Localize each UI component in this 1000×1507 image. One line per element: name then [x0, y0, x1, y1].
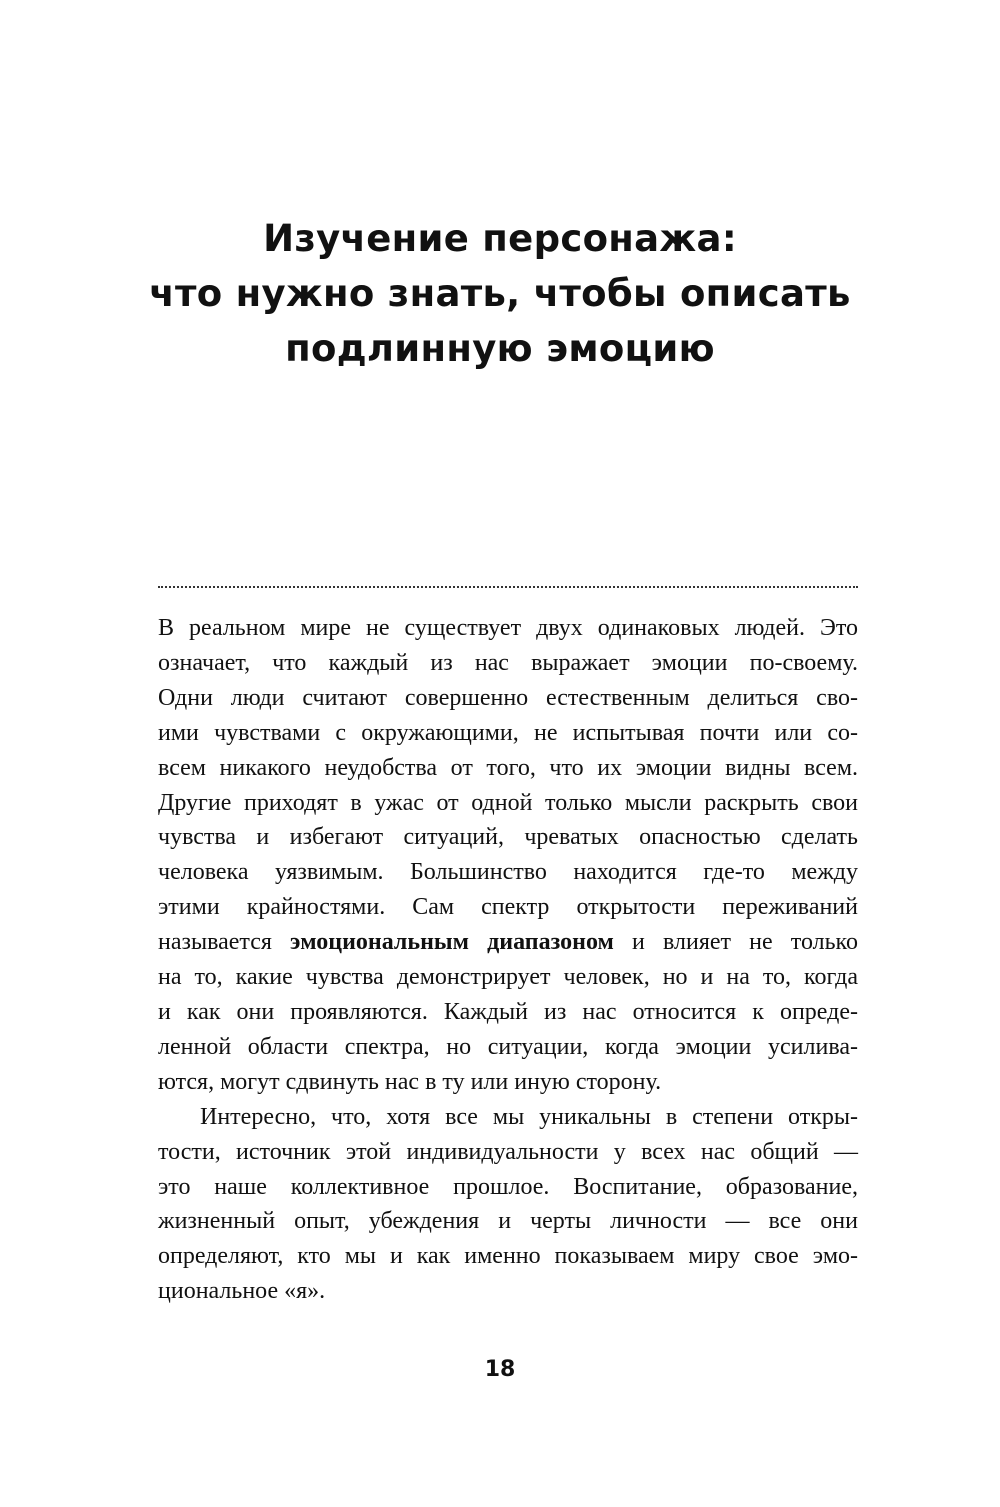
text-line: Одни люди считают совершенно естественным делиться сво- — [158, 684, 858, 711]
text-line: и как они проявляются. Каждый из нас относится к опреде- — [158, 998, 858, 1025]
text-line: всем никакого неудобства от того, что их эмоции видны всем. — [158, 754, 858, 781]
dotted-divider — [158, 586, 858, 588]
body-text — [158, 611, 858, 1309]
chapter-title-line-1: Изучение персонажа: — [263, 216, 737, 260]
chapter-title — [100, 211, 900, 376]
text-line: означает, что каждый из нас выражает эмоции по-своему. — [158, 649, 858, 676]
text-line-with-term — [158, 925, 858, 960]
paragraph-2 — [158, 1100, 858, 1309]
page-number: 18 — [484, 1357, 516, 1382]
text-line: это наше коллективное прошлое. Воспитание, образование, — [158, 1173, 858, 1200]
text-line: ленной области спектра, но ситуации, когда эмоции усилива- — [158, 1033, 858, 1060]
text-line: ими чувствами с окружающими, не испытывая почти или со- — [158, 719, 858, 746]
text-line: циональное «я». — [158, 1278, 326, 1305]
key-term: эмоциональным диапазоном — [290, 929, 614, 956]
text-line: человека уязвимым. Большинство находится где-то между — [158, 859, 858, 886]
text-line: жизненный опыт, убеждения и черты личности — все они — [158, 1208, 858, 1235]
text-line: В реальном мире не существует двух одинаковых людей. Это — [158, 615, 858, 641]
chapter-title-line-3: подлинную эмоцию — [285, 326, 715, 370]
text-line: ются, могут сдвинуть нас в ту или иную сторону. — [158, 1068, 662, 1095]
text-line: определяют, кто мы и как именно показываем миру свое эмо- — [158, 1243, 858, 1270]
paragraph-1 — [158, 611, 858, 1100]
chapter-title-line-2: что нужно знать, чтобы описать — [149, 271, 851, 315]
text-line: на то, какие чувства демонстрирует человек, но и на то, когда — [158, 964, 858, 991]
text-line: Интересно, что, хотя все мы уникальны в степени откры- — [200, 1103, 858, 1130]
text-line: Другие приходят в ужас от одной только мысли раскрыть свои — [158, 789, 858, 816]
text-fragment: и влияет не только — [613, 929, 858, 956]
text-line: этими крайностями. Сам спектр открытости переживаний — [158, 894, 858, 921]
text-fragment: называется — [158, 929, 291, 956]
text-line: тости, источник этой индивидуальности у всех нас общий — — [158, 1138, 858, 1165]
text-line: чувства и избегают ситуаций, чреватых опасностью сделать — [158, 824, 858, 851]
